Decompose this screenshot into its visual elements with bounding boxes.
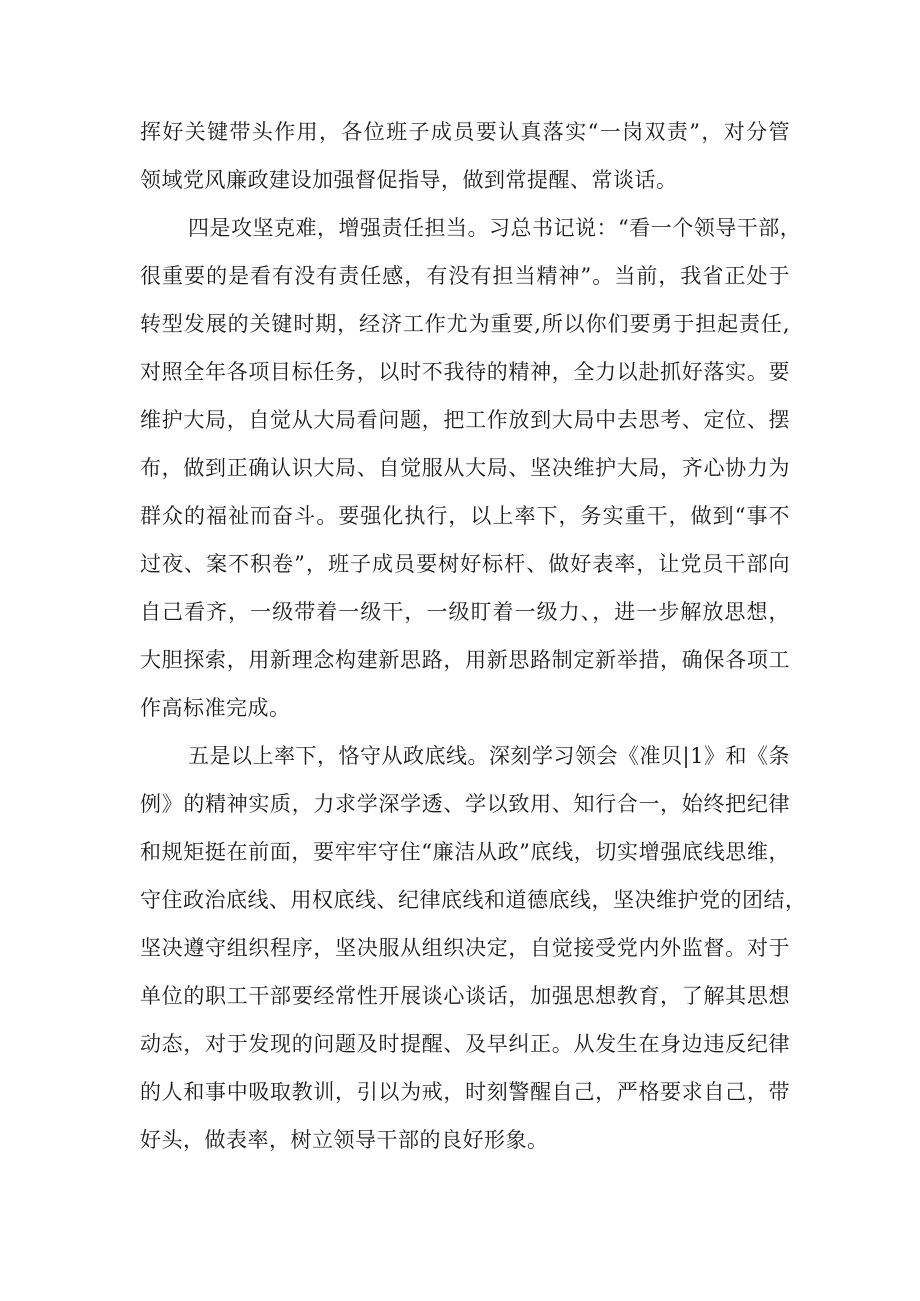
text-line: 很重要的是看有没有责任感，有没有担当精神”。当前，我省正处于 (140, 264, 790, 288)
text-line: 过夜、案不积卷”，班子成员要树好标杆、做好表率，让党员干部向 (140, 552, 790, 576)
text-line: 作高标准完成。 (140, 696, 291, 720)
text-line: 领域党风廉政建设加强督促指导，做到常提醒、常谈话。 (140, 168, 678, 192)
text-line: 坚决遵守组织程序，坚决服从组织决定，自觉接受党内外监督。对于 (140, 936, 790, 960)
text-line: 的人和事中吸取教训，引以为戒，时刻警醒自己，严格要求自己，带 (140, 1080, 790, 1104)
text-line: 维护大局，自觉从大局看问题，把工作放到大局中去思考、定位、摆 (140, 408, 790, 432)
text-line: 群众的福祉而奋斗。要强化执行，以上率下，务实重干，做到“事不 (140, 504, 790, 528)
text-line: 好头，做表率，树立领导干部的良好形象。 (140, 1128, 549, 1152)
text-line: 五是以上率下，恪守从政底线。深刻学习领会《准贝|1》和《条 (188, 744, 790, 768)
text-line: 布，做到正确认识大局、自觉服从大局、坚决维护大局，齐心协力为 (140, 456, 790, 480)
text-line: 对照全年各项目标任务，以时不我待的精神，全力以赴抓好落实。要 (140, 360, 790, 384)
text-line: 动态，对于发现的问题及时提醒、及早纠正。从发生在身边违反纪律 (140, 1032, 790, 1056)
text-line: 四是攻坚克难，增强责任担当。习总书记说：“看一个领导干部， (188, 216, 802, 240)
paragraph-five (140, 732, 807, 1164)
paragraph-continuation (140, 108, 790, 204)
text-line: 大胆探索，用新理念构建新思路，用新思路制定新举措，确保各项工 (140, 648, 790, 672)
text-line: 挥好关键带头作用，各位班子成员要认真落实“一岗双责”，对分管 (140, 120, 790, 144)
text-line: 例》的精神实质，力求学深学透、学以致用、知行合一，始终把纪律 (140, 792, 790, 816)
text-line: 单位的职工干部要经常性开展谈心谈话，加强思想教育，了解其思想 (140, 984, 790, 1008)
text-line: 和规矩挺在前面，要牢牢守住“廉洁从政”底线，切实增强底线思维， (140, 840, 790, 864)
text-line: 守住政治底线、用权底线、纪律底线和道德底线，坚决维护党的团结， (140, 888, 807, 912)
text-line: 自己看齐，一级带着一级干，一级盯着一级力、，进一步解放思想， (140, 600, 790, 624)
paragraph-four (140, 204, 802, 732)
text-line: 转型发展的关键时期，经济工作尤为重要,所以你们要勇于担起责任, (140, 312, 790, 336)
